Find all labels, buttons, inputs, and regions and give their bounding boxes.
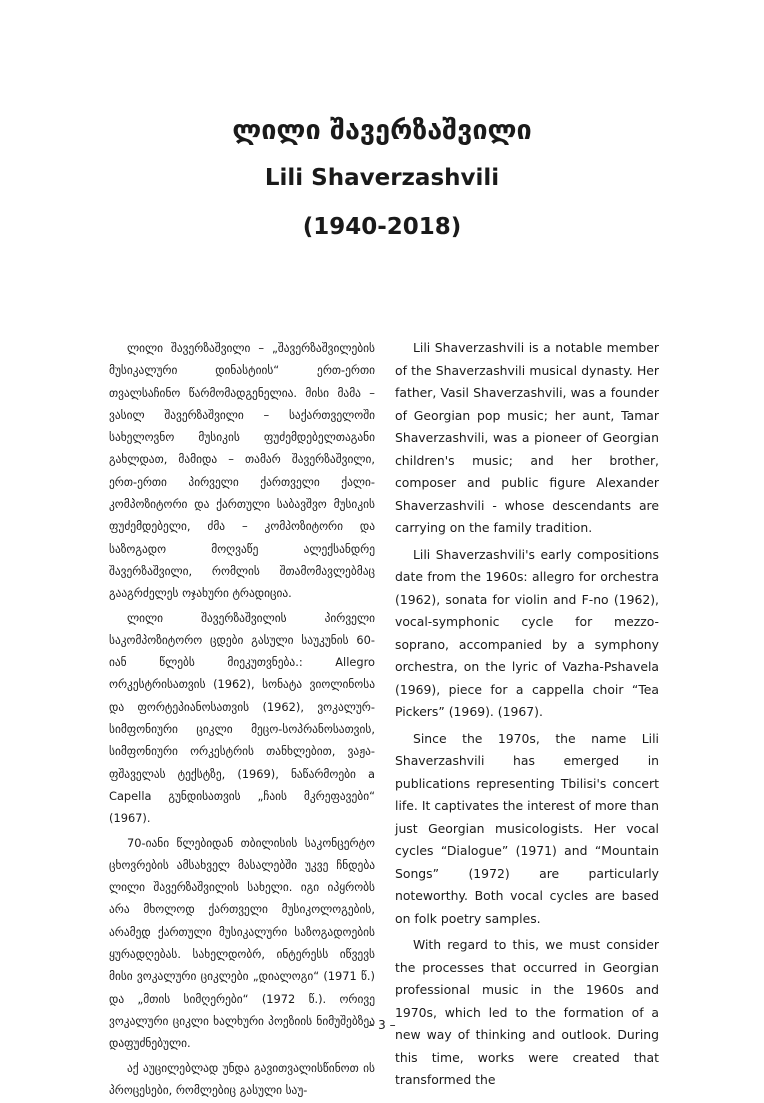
page-number: – 3 – <box>368 1018 396 1032</box>
georgian-text-column <box>109 337 375 1103</box>
paragraph: Since the 1970s, the name Lili Shaverzashvili has emerged in publications representing Tbilisi's concert life. It captivates the interest of more than just Georgian musicologists. Her vocal cycles “Dialogue” (1971) and “Mountain Songs” (1972) are particularly noteworthy. Both vocal cycles are based on folk poetry samples. <box>395 730 659 926</box>
paragraph: 70-იანი წლებიდან თბილისის საკონცერტო ცხოვრების ამსახველ მასალებში უკვე ჩნდება ლილი შავერზაშვილის სახელი. იგი იპყრობს არა მხოლოდ ქართველი მუსიკოლოგების, არამედ ქართული მუსიკალური საზოგადოების ყურადღებას. სახელდობრ, ინტერესს იწვევს მისი ვოკალური ციკლები „დიალოგი“ (1971 წ.) და „მთის სიმღერები“ (1972 წ.). ორივე ვოკალური ციკლი ხალხური პოეზიის ნიმუშებზეა დაფუძნებული. <box>109 835 375 1051</box>
life-years: (1940-2018) <box>302 214 462 240</box>
page-title-english: Lili Shaverzashvili <box>264 165 500 191</box>
paragraph: ლილი შავერზაშვილი – „შავერზაშვილების მუსიკალური დინასტიის“ ერთ-ერთი თვალსაჩინო წარმომადგენელია. მისი მამა – ვასილ შავერზაშვილი – საქართველოში სახელოვნო მუსიკის ფუძემდებელთაგანი გახლდათ, მამიდა – თამარ შავერზაშვილი, ერთ-ერთი პირველი ქართველი ქალი-კომპოზიტორი და ქართული საბავშვო მუსიკის ფუძემდებელი, ძმა – კომპოზიტორი და საზოგადო მოღვაწე ალექსანდრე შავერზაშვილი, რომლის შთამომავლებმაც გააგრძელეს ოჯახური ტრადიცია. <box>109 341 375 601</box>
paragraph: აქ აუცილებლად უნდა გავითვალისწინოთ ის პროცესები, რომლებიც გასული საუ- <box>109 1060 375 1097</box>
paragraph: ლილი შავერზაშვილის პირველი საკომპოზიტორო ცდები გასული საუკუნის 60-იან წლებს მიეკუთვნება.: Allegro ორკესტრისათვის (1962), სონატა ვიოლინოსა და ფორტეპიანოსათვის (1962), ვოკალურ-სიმფონიური ციკლი მეცო-სოპრანოსათვის, სიმფონიური ორკესტრის თანხლებით, ვაჟა-ფშაველას ტექსტზე, (1969), ნაწარმოები a Capella გუნდისათვის „ჩაის მკრეფავები“ (1967). <box>109 610 375 826</box>
english-text-column <box>395 337 659 1096</box>
page-title-georgian: ლილი შავერზაშვილი <box>232 115 532 146</box>
page-header <box>0 108 764 252</box>
paragraph: Lili Shaverzashvili is a notable member of the Shaverzashvili musical dynasty. Her father, Vasil Shaverzashvili, was a founder of Georgian pop music; her aunt, Tamar Shaverzashvili, was a pioneer of Georgian children's music; and her brother, composer and public figure Alexander Shaverzashvili - whose descendants are carrying on the family tradition. <box>395 340 659 535</box>
paragraph: With regard to this, we must consider the processes that occurred in Georgian professional music in the 1960s and 1970s, which led to the formation of a new way of thinking and outlook. During this time, works were created that transformed the <box>395 937 659 1087</box>
paragraph: Lili Shaverzashvili's early compositions date from the 1960s: allegro for orchestra (1962), sonata for violin and F-no (1962), vocal-symphonic cycle for mezzo-soprano, accompanied by a symphony orchestra, on the lyric of Vazha-Pshavela (1969), piece for a cappella choir “Tea Pickers” (1969). (1967). <box>395 546 659 719</box>
